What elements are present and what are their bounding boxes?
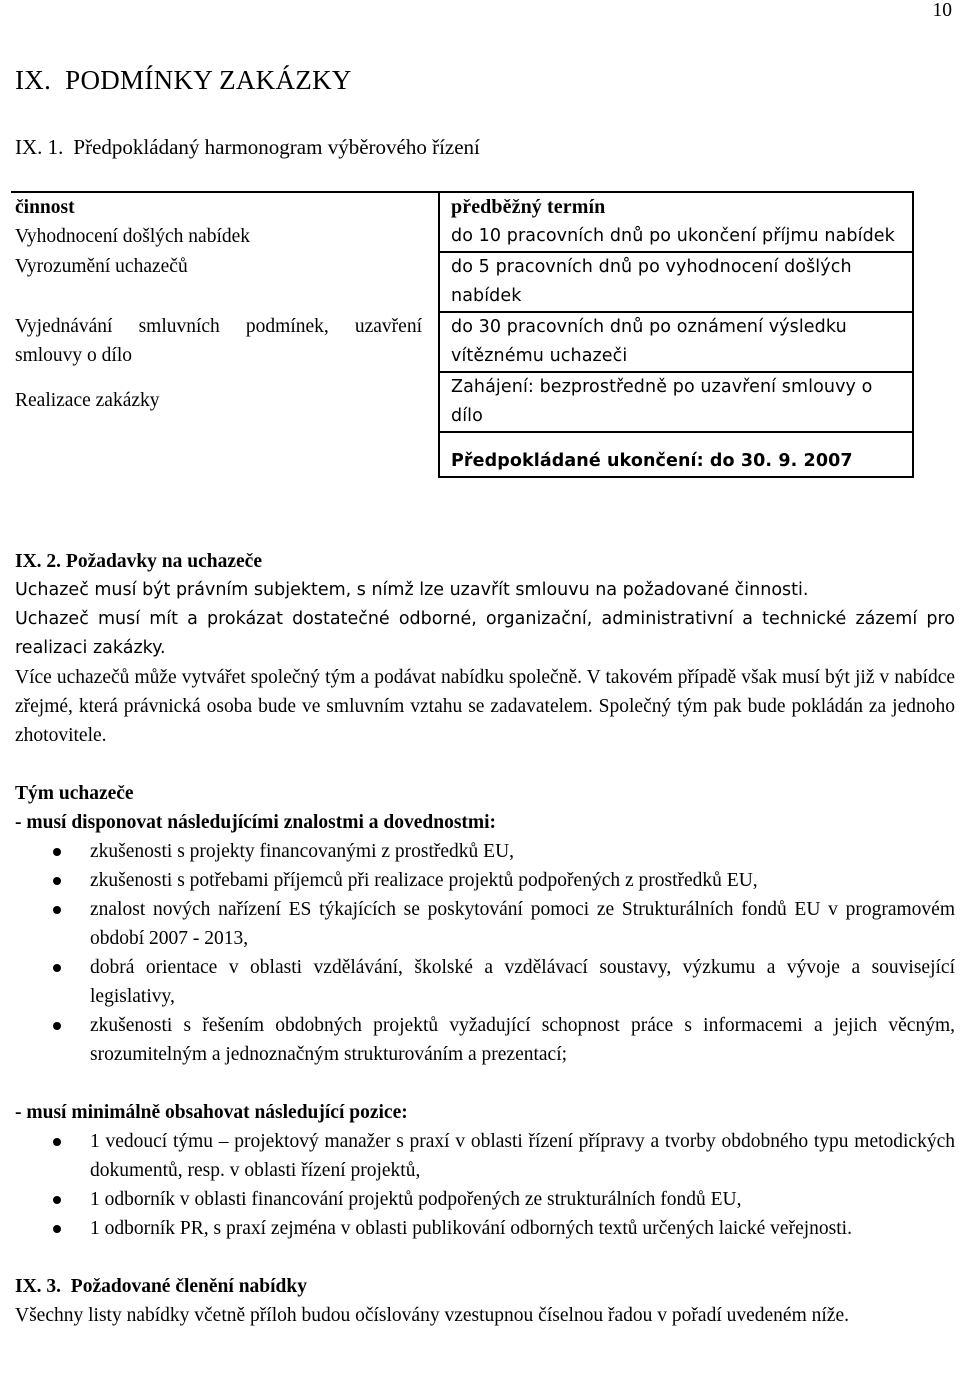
list-item — [15, 1214, 955, 1243]
positions-list — [15, 1127, 955, 1243]
list-item — [15, 1185, 955, 1214]
list-item-text: zkušenosti s řešením obdobných projektů vyžadující schopnost práce s informacemi a jejich věcným, srozumitelným a jednoznačným strukturováním a prezentací; — [90, 1015, 955, 1065]
column-header-activity: činnost — [11, 192, 439, 222]
list-item — [15, 866, 955, 895]
page-number: 10 — [932, 0, 952, 21]
section-1-heading — [15, 133, 480, 162]
table-header-row — [11, 192, 913, 222]
term-cell: Zahájení: bezprostředně po uzavření smlouvy o dílo — [439, 372, 913, 432]
activity-cell: Realizace zakázky — [11, 372, 439, 432]
activity-cell — [11, 312, 439, 372]
section-2-heading — [15, 547, 955, 576]
column-header-term: předběžný termín — [439, 192, 913, 222]
team-heading: Tým uchazeče — [15, 783, 134, 804]
table-row — [11, 312, 913, 372]
list-item-text: 1 odborník v oblasti financování projektů podpořených ze strukturálních fondů EU, — [90, 1189, 742, 1210]
end-date-cell: Předpokládané ukončení: do 30. 9. 2007 — [439, 432, 913, 477]
requirement-line: Uchazeč musí být právním subjektem, s nímž lze uzavřít smlouvu na požadované činnosti. — [15, 580, 809, 600]
section-1-number: IX. 1. — [15, 135, 64, 159]
list-item — [15, 1127, 955, 1185]
section-3-title: Požadované členění nabídky — [70, 1276, 307, 1297]
section-3-number: IX. 3. — [15, 1276, 62, 1297]
schedule-table — [11, 191, 914, 478]
list-item-text: dobrá orientace v oblasti vzdělávání, školské a vzdělávací soustavy, výzkumu a vývoje a související legislativy, — [90, 957, 955, 1007]
bullet-icon — [53, 1225, 61, 1233]
section-1-title: Předpokládaný harmonogram výběrového řízení — [73, 135, 480, 159]
table-row — [11, 372, 913, 432]
list-item-text: zkušenosti s projekty financovanými z prostředků EU, — [90, 841, 515, 862]
list-item-text: zkušenosti s potřebami příjemců při realizace projektů podpořených z prostředků EU, — [90, 870, 758, 891]
bullet-icon — [53, 964, 61, 972]
positions-heading: - musí minimálně obsahovat následující pozice: — [15, 1102, 408, 1123]
chapter-heading — [15, 66, 352, 95]
bullet-icon — [53, 906, 61, 914]
list-item — [15, 837, 955, 866]
bullet-icon — [53, 848, 61, 856]
activity-cell: Vyhodnocení došlých nabídek — [11, 222, 439, 252]
list-item-text: znalost nových nařízení ES týkajících se poskytování pomoci ze Strukturálních fondů EU v programovém období 2007 - 2013, — [90, 899, 955, 949]
list-item — [15, 953, 955, 1011]
table-row — [11, 222, 913, 252]
bullet-icon — [53, 1196, 61, 1204]
section-3-heading — [15, 1272, 955, 1301]
list-item — [15, 1011, 955, 1069]
table-row — [11, 432, 913, 477]
table-row — [11, 252, 913, 312]
team-paragraph: Více uchazečů může vytvářet společný tým a podávat nabídku společně. V takovém případě však musí být již v nabídce zřejmé, která právnická osoba bude ve smluvním vztahu se zadavatelem. Společný tým pak bude pokládán za jednoho zhotovitele. — [15, 667, 955, 746]
knowledge-heading: - musí disponovat následujícími znalostmi a dovednostmi: — [15, 812, 497, 833]
activity-cell-empty — [11, 432, 439, 477]
knowledge-list — [15, 837, 955, 1069]
list-item-text: 1 odborník PR, s praxí zejména v oblasti publikování odborných textů určených laické veřejnosti. — [90, 1218, 852, 1239]
bullet-icon — [53, 877, 61, 885]
term-cell: do 10 pracovních dnů po ukončení příjmu nabídek — [439, 222, 913, 252]
bullet-icon — [53, 1138, 61, 1146]
section-2-number: IX. 2. — [15, 551, 62, 572]
activity-text: Vyjednávání smluvních podmínek, uzavření smlouvy o dílo — [15, 316, 422, 366]
chapter-title: PODMÍNKY ZAKÁZKY — [65, 65, 352, 95]
requirement-paragraph: Uchazeč musí mít a prokázat dostatečné odborné, organizační, administrativní a technické zázemí pro realizaci zakázky. — [15, 609, 955, 658]
bullet-icon — [53, 1022, 61, 1030]
list-item-text: 1 vedoucí týmu – projektový manažer s praxí v oblasti řízení přípravy a tvorby obdobného typu metodických dokumentů, resp. v oblasti řízení projektů, — [90, 1131, 955, 1181]
activity-cell: Vyrozumění uchazečů — [11, 252, 439, 312]
chapter-number: IX. — [15, 65, 52, 95]
list-item — [15, 895, 955, 953]
section-2-title: Požadavky na uchazeče — [65, 551, 262, 572]
section-2 — [15, 547, 955, 1330]
section-3-text: Všechny listy nabídky včetně příloh budou očíslovány vzestupnou číselnou řadou v pořadí uvedeném níže. — [15, 1305, 849, 1326]
term-cell: do 5 pracovních dnů po vyhodnocení došlých nabídek — [439, 252, 913, 312]
term-cell: do 30 pracovních dnů po oznámení výsledku vítěznému uchazeči — [439, 312, 913, 372]
